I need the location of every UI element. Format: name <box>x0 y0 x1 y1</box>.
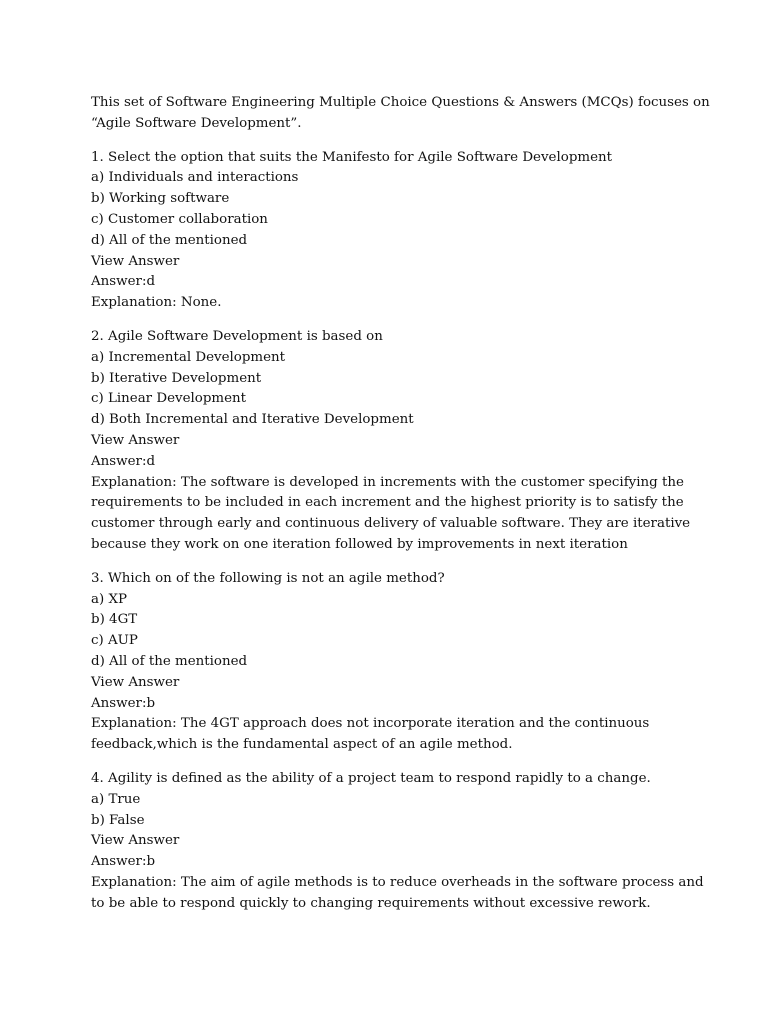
explanation-line: Explanation: The software is developed in increments with the customer specifying the <box>91 474 684 490</box>
answer-option: a) True <box>91 791 141 807</box>
view-answer-link[interactable]: View Answer <box>91 833 180 849</box>
answer-key: Answer:d <box>91 274 156 290</box>
answer-option: b) Iterative Development <box>91 370 262 386</box>
explanation-line: Explanation: The aim of agile methods is to reduce overheads in the software process and <box>91 874 704 890</box>
explanation-line: customer through early and continuous delivery of valuable software. They are iterative <box>91 516 691 532</box>
answer-option: a) Individuals and interactions <box>91 170 299 186</box>
question-text: 4. Agility is defined as the ability of a project team to respond rapidly to a change. <box>91 770 651 786</box>
intro-line: This set of Software Engineering Multiple Choice Questions & Answers (MCQs) focuses on <box>91 95 710 110</box>
answer-key: Answer:b <box>91 854 156 870</box>
explanation-line: requirements to be included in each increment and the highest priority is to satisfy the <box>91 495 684 511</box>
explanation-line: feedback,which is the fundamental aspect of an agile method. <box>91 737 513 753</box>
answer-option: b) False <box>91 812 145 828</box>
answer-key: Answer:b <box>91 695 156 711</box>
explanation-line: Explanation: The 4GT approach does not incorporate iteration and the continuous <box>91 716 650 732</box>
answer-option: d) All of the mentioned <box>91 232 248 248</box>
answer-option: b) Working software <box>91 191 230 207</box>
question-text: 2. Agile Software Development is based on <box>91 328 383 344</box>
question-block <box>91 769 704 915</box>
answer-option: c) AUP <box>91 633 138 649</box>
document-page <box>91 93 710 914</box>
intro-paragraph <box>91 93 710 135</box>
question-text: 1. Select the option that suits the Manifesto for Agile Software Development <box>91 149 613 165</box>
answer-option: a) Incremental Development <box>91 349 286 365</box>
view-answer-link[interactable]: View Answer <box>91 432 180 448</box>
question-text: 3. Which on of the following is not an agile method? <box>91 570 445 586</box>
view-answer-link[interactable]: View Answer <box>91 253 180 269</box>
answer-option: d) Both Incremental and Iterative Development <box>91 412 414 428</box>
answer-option: b) 4GT <box>91 612 138 628</box>
question-block <box>91 569 691 756</box>
answer-option: c) Linear Development <box>91 391 247 407</box>
view-answer-link[interactable]: View Answer <box>91 674 180 690</box>
question-block <box>91 327 691 556</box>
answer-option: c) Customer collaboration <box>91 211 268 227</box>
answer-key: Answer:d <box>91 453 156 469</box>
explanation-line: to be able to respond quickly to changing requirements without excessive rework. <box>91 895 651 911</box>
explanation-line: because they work on one iteration followed by improvements in next iteration <box>91 536 628 552</box>
answer-option: d) All of the mentioned <box>91 653 248 669</box>
intro-line: “Agile Software Development”. <box>91 115 302 131</box>
question-block <box>91 148 691 314</box>
explanation-line: Explanation: None. <box>91 295 222 311</box>
answer-option: a) XP <box>91 591 128 607</box>
